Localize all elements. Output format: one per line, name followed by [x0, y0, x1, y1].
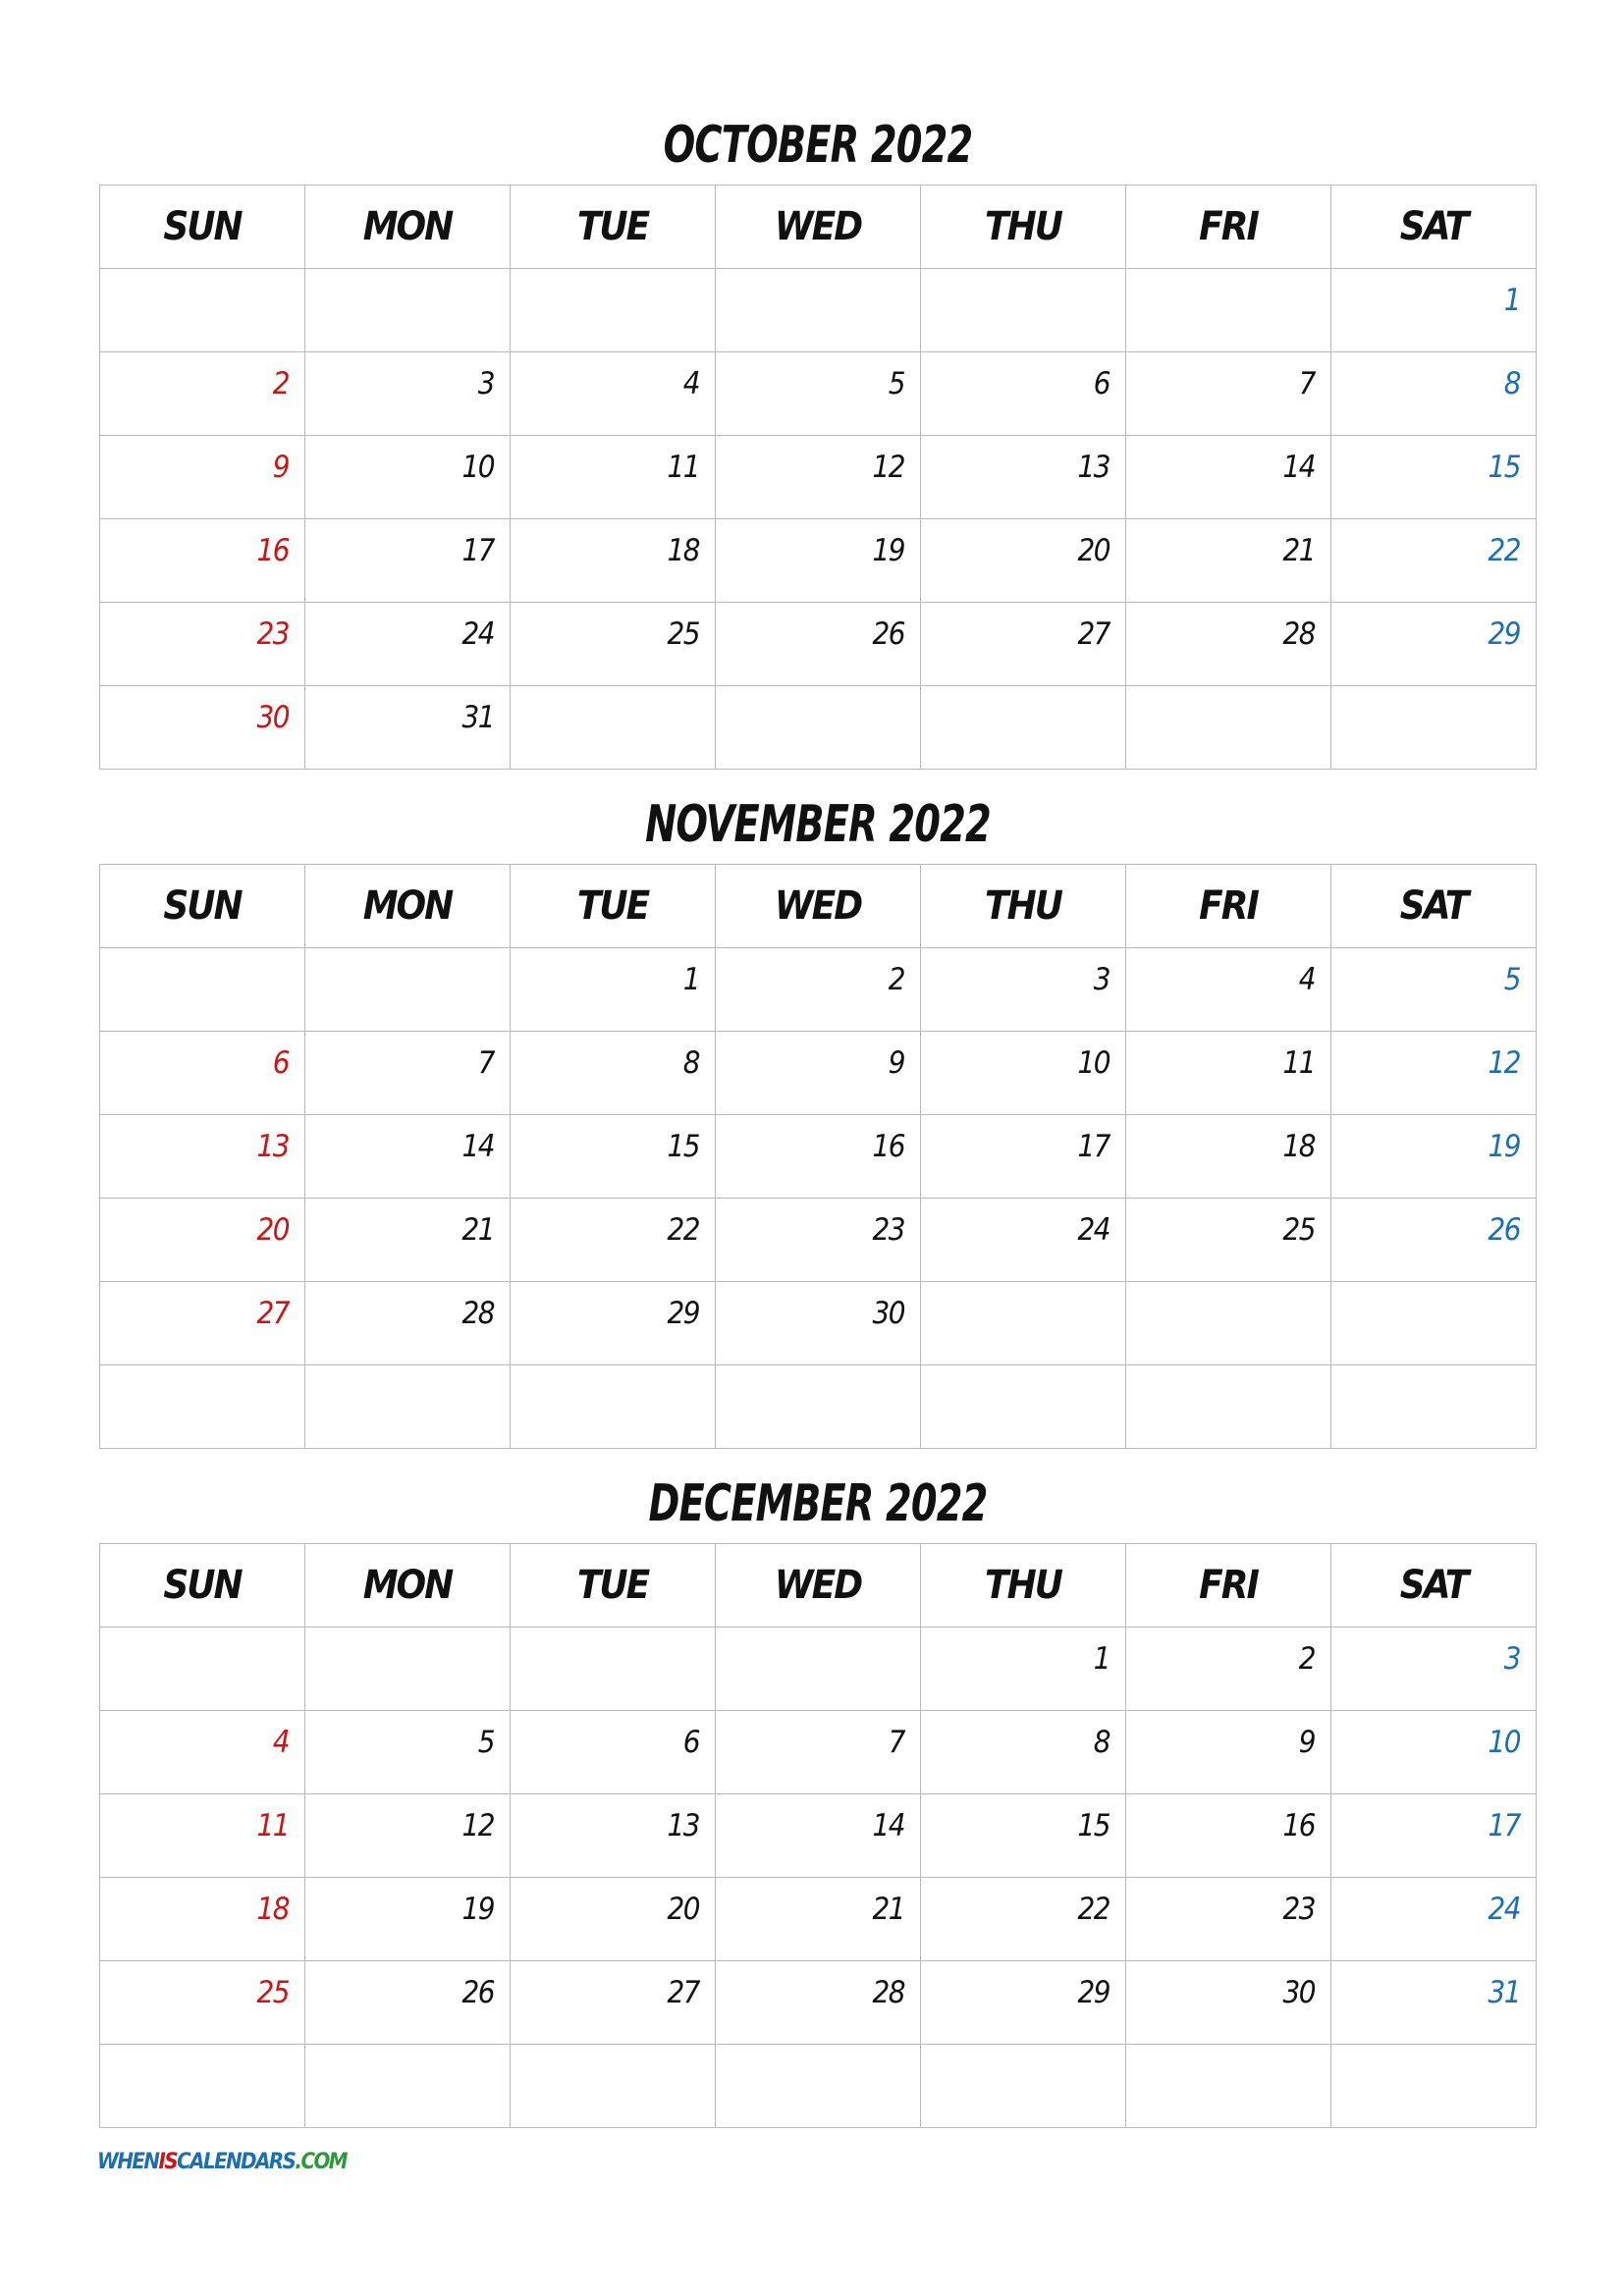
week-row [100, 1199, 1537, 1282]
week-row [100, 603, 1537, 686]
day-cell: 3 [921, 948, 1126, 1032]
day-cell: 13 [921, 436, 1126, 519]
day-cell: 5 [1331, 948, 1537, 1032]
day-cell: 11 [1126, 1032, 1331, 1115]
day-cell: 12 [305, 1794, 511, 1878]
day-cell [305, 1628, 511, 1711]
day-cell [100, 948, 305, 1032]
day-cell: 8 [921, 1711, 1126, 1794]
day-cell: 17 [305, 519, 511, 603]
day-cell: 12 [716, 436, 921, 519]
day-cell: 22 [511, 1199, 716, 1282]
weekday-header-row [100, 865, 1537, 948]
day-cell [100, 2045, 305, 2128]
day-cell: 24 [921, 1199, 1126, 1282]
day-cell: 28 [716, 1961, 921, 2045]
day-cell: 29 [1331, 603, 1537, 686]
weekday-label: THU [921, 1544, 1126, 1628]
day-cell: 2 [1126, 1628, 1331, 1711]
day-cell: 4 [100, 1711, 305, 1794]
day-cell: 4 [1126, 948, 1331, 1032]
day-cell: 13 [511, 1794, 716, 1878]
site-watermark [97, 2150, 347, 2174]
day-cell: 14 [305, 1115, 511, 1199]
day-cell [1126, 686, 1331, 770]
day-cell: 1 [921, 1628, 1126, 1711]
day-cell: 10 [1331, 1711, 1537, 1794]
day-cell: 11 [511, 436, 716, 519]
week-row [100, 1961, 1537, 2045]
day-cell [716, 1365, 921, 1449]
day-cell: 30 [716, 1282, 921, 1365]
day-cell: 10 [305, 436, 511, 519]
day-cell [305, 2045, 511, 2128]
day-cell: 20 [100, 1199, 305, 1282]
day-cell: 24 [1331, 1878, 1537, 1961]
day-cell: 23 [1126, 1878, 1331, 1961]
day-cell [921, 2045, 1126, 2128]
week-row [100, 1628, 1537, 1711]
day-cell [921, 1365, 1126, 1449]
weekday-label: THU [921, 865, 1126, 948]
week-row [100, 1115, 1537, 1199]
day-cell: 18 [511, 519, 716, 603]
day-cell: 31 [1331, 1961, 1537, 2045]
day-cell [1331, 2045, 1537, 2128]
weekday-label: SUN [100, 186, 305, 269]
day-cell: 16 [1126, 1794, 1331, 1878]
week-row [100, 1282, 1537, 1365]
day-cell [511, 1628, 716, 1711]
day-cell [1126, 1282, 1331, 1365]
day-cell: 28 [305, 1282, 511, 1365]
day-cell: 12 [1331, 1032, 1537, 1115]
week-row [100, 948, 1537, 1032]
week-row [100, 686, 1537, 770]
weekday-label: MON [305, 1544, 511, 1628]
day-cell [716, 2045, 921, 2128]
day-cell: 19 [305, 1878, 511, 1961]
day-cell [716, 686, 921, 770]
day-cell: 25 [100, 1961, 305, 2045]
day-cell: 8 [1331, 352, 1537, 436]
weekday-label: WED [716, 1544, 921, 1628]
day-cell: 30 [100, 686, 305, 770]
day-cell: 7 [1126, 352, 1331, 436]
week-row [100, 1365, 1537, 1449]
day-cell [1126, 1365, 1331, 1449]
day-cell: 2 [716, 948, 921, 1032]
day-cell: 30 [1126, 1961, 1331, 2045]
day-cell [511, 2045, 716, 2128]
month-title: NOVEMBER 2022 [645, 795, 991, 854]
day-cell: 18 [1126, 1115, 1331, 1199]
weekday-label: THU [921, 186, 1126, 269]
day-cell [1331, 1282, 1537, 1365]
day-cell: 3 [1331, 1628, 1537, 1711]
day-cell: 15 [511, 1115, 716, 1199]
weekday-label: FRI [1126, 186, 1331, 269]
day-cell [100, 1628, 305, 1711]
day-cell: 19 [1331, 1115, 1537, 1199]
day-cell [716, 269, 921, 352]
day-cell: 26 [716, 603, 921, 686]
month-title: OCTOBER 2022 [663, 116, 973, 175]
day-cell: 27 [921, 603, 1126, 686]
day-cell [305, 1365, 511, 1449]
day-cell [305, 948, 511, 1032]
watermark-part: .COM [295, 2150, 347, 2174]
day-cell [511, 686, 716, 770]
day-cell [100, 269, 305, 352]
day-cell: 21 [716, 1878, 921, 1961]
week-row [100, 1878, 1537, 1961]
week-row [100, 519, 1537, 603]
weekday-label: TUE [511, 1544, 716, 1628]
day-cell: 6 [100, 1032, 305, 1115]
day-cell [921, 1282, 1126, 1365]
watermark-part: WHEN [97, 2150, 159, 2174]
day-cell [921, 269, 1126, 352]
day-cell: 24 [305, 603, 511, 686]
day-cell: 26 [1331, 1199, 1537, 1282]
watermark-part: CALENDARS [177, 2150, 296, 2174]
week-row [100, 1711, 1537, 1794]
weekday-label: WED [716, 186, 921, 269]
day-cell: 16 [100, 519, 305, 603]
day-cell: 21 [305, 1199, 511, 1282]
weekday-header-row [100, 1544, 1537, 1628]
day-cell [305, 269, 511, 352]
weekday-label: SAT [1331, 865, 1537, 948]
day-cell: 6 [921, 352, 1126, 436]
day-cell: 9 [100, 436, 305, 519]
day-cell: 3 [305, 352, 511, 436]
calendar-grid [99, 1543, 1537, 2128]
month-title: DECEMBER 2022 [648, 1474, 988, 1533]
weekday-label: MON [305, 186, 511, 269]
day-cell: 6 [511, 1711, 716, 1794]
weekday-label: MON [305, 865, 511, 948]
week-row [100, 352, 1537, 436]
day-cell: 15 [1331, 436, 1537, 519]
watermark-part: IS [158, 2150, 178, 2174]
weekday-label: FRI [1126, 865, 1331, 948]
weekday-label: SUN [100, 865, 305, 948]
day-cell: 22 [1331, 519, 1537, 603]
day-cell [511, 1365, 716, 1449]
week-row [100, 269, 1537, 352]
week-row [100, 1794, 1537, 1878]
day-cell: 13 [100, 1115, 305, 1199]
day-cell: 27 [511, 1961, 716, 2045]
day-cell: 8 [511, 1032, 716, 1115]
day-cell: 17 [921, 1115, 1126, 1199]
day-cell: 15 [921, 1794, 1126, 1878]
day-cell [1331, 1365, 1537, 1449]
day-cell: 21 [1126, 519, 1331, 603]
day-cell: 27 [100, 1282, 305, 1365]
weekday-label: TUE [511, 865, 716, 948]
day-cell: 16 [716, 1115, 921, 1199]
calendar-grid [99, 864, 1537, 1449]
weekday-label: SAT [1331, 1544, 1537, 1628]
weekday-label: FRI [1126, 1544, 1331, 1628]
day-cell: 23 [716, 1199, 921, 1282]
day-cell [921, 686, 1126, 770]
weekday-label: SUN [100, 1544, 305, 1628]
weekday-label: WED [716, 865, 921, 948]
day-cell: 9 [1126, 1711, 1331, 1794]
day-cell: 11 [100, 1794, 305, 1878]
day-cell: 28 [1126, 603, 1331, 686]
day-cell [511, 269, 716, 352]
week-row [100, 2045, 1537, 2128]
day-cell [716, 1628, 921, 1711]
day-cell: 14 [716, 1794, 921, 1878]
day-cell: 9 [716, 1032, 921, 1115]
weekday-header-row [100, 186, 1537, 269]
day-cell: 5 [716, 352, 921, 436]
day-cell: 29 [921, 1961, 1126, 2045]
day-cell: 23 [100, 603, 305, 686]
day-cell: 25 [511, 603, 716, 686]
day-cell [1126, 2045, 1331, 2128]
weekday-label: SAT [1331, 186, 1537, 269]
day-cell: 26 [305, 1961, 511, 2045]
day-cell: 29 [511, 1282, 716, 1365]
day-cell: 31 [305, 686, 511, 770]
day-cell [100, 1365, 305, 1449]
day-cell: 19 [716, 519, 921, 603]
day-cell: 25 [1126, 1199, 1331, 1282]
day-cell: 18 [100, 1878, 305, 1961]
calendar-grid [99, 185, 1537, 770]
day-cell [1331, 686, 1537, 770]
day-cell: 7 [305, 1032, 511, 1115]
day-cell: 20 [511, 1878, 716, 1961]
weekday-label: TUE [511, 186, 716, 269]
day-cell: 10 [921, 1032, 1126, 1115]
week-row [100, 1032, 1537, 1115]
day-cell: 17 [1331, 1794, 1537, 1878]
week-row [100, 436, 1537, 519]
day-cell: 2 [100, 352, 305, 436]
day-cell [1126, 269, 1331, 352]
day-cell: 4 [511, 352, 716, 436]
day-cell: 1 [1331, 269, 1537, 352]
day-cell: 20 [921, 519, 1126, 603]
day-cell: 1 [511, 948, 716, 1032]
day-cell: 22 [921, 1878, 1126, 1961]
day-cell: 14 [1126, 436, 1331, 519]
day-cell: 5 [305, 1711, 511, 1794]
day-cell: 7 [716, 1711, 921, 1794]
